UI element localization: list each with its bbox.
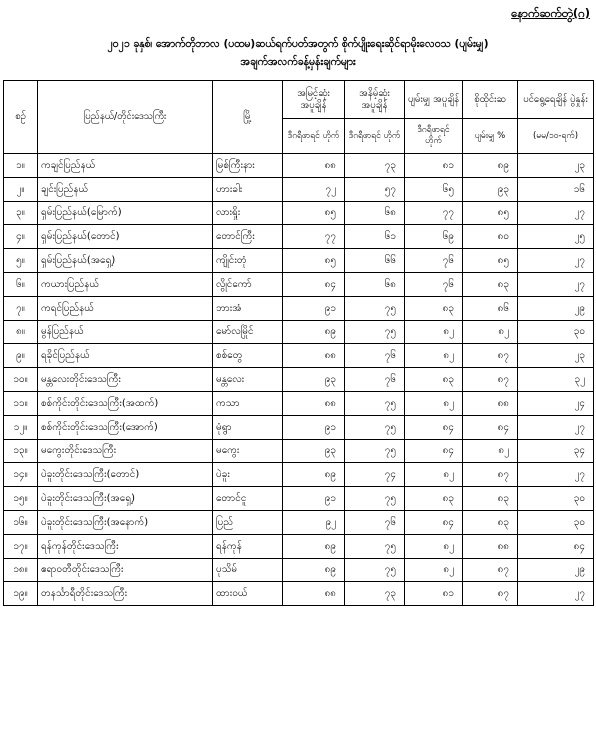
town-name: မော်လမြိုင် [213,320,283,344]
max-temp: ၈၈ [283,344,345,368]
region-name: ပဲခူးတိုင်းဒေသကြီး(အရှေ့) [38,487,213,511]
avg-temp: ၈၂ [405,534,463,558]
avg-temp: ၈၂ [405,344,463,368]
rainfall: ၂၉ [518,296,594,320]
region-name: ရှမ်းပြည်နယ်(အရှေ့) [38,249,213,273]
row-number: ၁။ [4,154,38,178]
rainfall: ၂၃ [518,154,594,178]
max-temp: ၈၈ [283,582,345,606]
region-name: ရခိုင်ပြည်နယ် [38,344,213,368]
rainfall: ၂၇ [518,463,594,487]
max-temp: ၉၁ [283,296,345,320]
min-temp: ၇၅ [345,487,405,511]
town-name: ပြည် [213,510,283,534]
col-min-temp-header: အနိမ့်ဆုံး အပူချိန် [345,81,405,119]
avg-temp: ၈၁ [405,154,463,178]
rainfall: ၂၇ [518,201,594,225]
max-temp: ၈၄ [283,272,345,296]
rainfall: ၂၇ [518,415,594,439]
town-name: ထားဝယ် [213,582,283,606]
min-temp: ၇၆ [345,510,405,534]
table-row [4,439,594,463]
row-number: ၁၄။ [4,463,38,487]
avg-temp: ၈၂ [405,558,463,582]
town-name: မကွေး [213,439,283,463]
avg-temp: ၇၆ [405,272,463,296]
rainfall: ၂၄ [518,391,594,415]
humidity: ၈၅ [463,201,518,225]
max-temp: ၉၃ [283,439,345,463]
row-number: ၁၈။ [4,558,38,582]
table-row [4,344,594,368]
avg-temp: ၈၃ [405,487,463,511]
region-name: မန္တလေးတိုင်းဒေသကြီး [38,368,213,392]
rainfall: ၃၂ [518,368,594,392]
unit-avg-temp: ဒီဂရီဖာရင် ဟိုက် [405,119,463,154]
humidity: ၈၇ [463,368,518,392]
rainfall: ၂၅ [518,225,594,249]
table-row [4,225,594,249]
avg-temp: ၈၂ [405,391,463,415]
min-temp: ၇၅ [345,391,405,415]
region-name: ကချင်ပြည်နယ် [38,154,213,178]
max-temp: ၈၉ [283,534,345,558]
table-body [4,154,594,606]
region-name: ပဲခူးတိုင်းဒေသကြီး(အနောက်) [38,510,213,534]
table-row [4,368,594,392]
rainfall: ၃၀ [518,320,594,344]
attachment-label: နောက်ဆက်တွဲ(ဂ) [511,6,590,20]
rainfall: ၃၀ [518,487,594,511]
min-temp: ၇၄ [345,463,405,487]
humidity: ၈၆ [463,296,518,320]
town-name: ပဲခူး [213,463,283,487]
rainfall: ၂၉ [518,558,594,582]
region-name: မကွေးတိုင်းဒေသကြီး [38,439,213,463]
table-row [4,487,594,511]
region-name: ကယားပြည်နယ် [38,272,213,296]
humidity: ၈၈ [463,391,518,415]
humidity: ၈၂ [463,320,518,344]
humidity: ၈၄ [463,415,518,439]
avg-temp: ၈၂ [405,320,463,344]
region-name: မွန်ပြည်နယ် [38,320,213,344]
region-name: စစ်ကိုင်းတိုင်းဒေသကြီး(အောက်) [38,415,213,439]
avg-temp: ၈၁ [405,582,463,606]
col-town-header: မြို့ [213,81,283,154]
region-name: ကရင်ပြည်နယ် [38,296,213,320]
rainfall: ၂၇ [518,582,594,606]
avg-temp: ၆၉ [405,225,463,249]
humidity: ၈၇ [463,463,518,487]
region-name: ဧရာဝတီတိုင်းဒေသကြီး [38,558,213,582]
town-name: မြစ်ကြီးနား [213,154,283,178]
humidity: ၈၇ [463,582,518,606]
town-name: တောင်ငူ [213,487,283,511]
min-temp: ၇၅ [345,320,405,344]
table-row [4,154,594,178]
humidity: ၈၃ [463,510,518,534]
town-name: မန္တလေး [213,368,283,392]
avg-temp: ၇၆ [405,249,463,273]
table-row [4,272,594,296]
row-number: ၇။ [4,296,38,320]
humidity: ၈၃ [463,272,518,296]
row-number: ၃။ [4,201,38,225]
row-number: ၁၁။ [4,391,38,415]
town-name: ပုသိမ် [213,558,283,582]
town-name: ကသာ [213,391,283,415]
table-row [4,558,594,582]
row-number: ၄။ [4,225,38,249]
col-no-header: စဉ် [4,81,38,154]
region-name: တနင်္သာရီတိုင်းဒေသကြီး [38,582,213,606]
town-name: မုံရွာ [213,415,283,439]
page-subtitle: အချက်အလက်ခန့်မှန်းချက်များ [240,56,356,68]
min-temp: ၇၅ [345,415,405,439]
min-temp: ၆၈ [345,272,405,296]
town-name: ဟားခါး [213,177,283,201]
max-temp: ၉၁ [283,415,345,439]
table-row [4,249,594,273]
region-name: ပဲခူးတိုင်းဒေသကြီး(တောင်) [38,463,213,487]
avg-temp: ၈၄ [405,510,463,534]
col-humidity-header: စိုထိုင်းဆ [463,81,518,119]
table-row [4,391,594,415]
row-number: ၁၀။ [4,368,38,392]
humidity: ၈၇ [463,558,518,582]
col-rain-header: ပင်ရွေ့ရေချိန် ပွဲနှုန်း [518,81,594,119]
humidity: ၈၅ [463,249,518,273]
max-temp: ၈၉ [283,463,345,487]
town-name: လွိုင်ကော် [213,272,283,296]
min-temp: ၆၈ [345,201,405,225]
avg-temp: ၈၄ [405,415,463,439]
max-temp: ၇၇ [283,225,345,249]
max-temp: ၈၉ [283,558,345,582]
rainfall: ၂၇ [518,272,594,296]
rainfall: ၂၃ [518,344,594,368]
town-name: ရန်ကုန် [213,534,283,558]
row-number: ၁၇။ [4,534,38,558]
town-name: ကျိုင်းတုံ [213,249,283,273]
row-number: ၁၆။ [4,510,38,534]
row-number: ၆။ [4,272,38,296]
col-max-temp-header: အမြင့်ဆုံး အပူချိန် [283,81,345,119]
humidity: ၈၂ [463,439,518,463]
max-temp: ၈၈ [283,391,345,415]
row-number: ၁၉။ [4,582,38,606]
unit-rain: (မမ/၁၀-ရက်) [518,119,594,154]
avg-temp: ၈၂ [405,463,463,487]
max-temp: ၈၅ [283,201,345,225]
unit-min-temp: ဒီဂရီဖာရင် ဟိုက် [345,119,405,154]
row-number: ၅။ [4,249,38,273]
row-number: ၂။ [4,177,38,201]
region-name: စစ်ကိုင်းတိုင်းဒေသကြီး(အထက်) [38,391,213,415]
table-header-row [4,81,594,119]
table-row [4,320,594,344]
row-number: ၁၃။ [4,439,38,463]
min-temp: ၆၆ [345,249,405,273]
min-temp: ၇၆ [345,344,405,368]
rainfall: ၃၄ [518,439,594,463]
table-row [4,415,594,439]
region-name: ချင်းပြည်နယ် [38,177,213,201]
col-region-header: ပြည်နယ်/တိုင်းဒေသကြီး [38,81,213,154]
table-row [4,177,594,201]
row-number: ၁၂။ [4,415,38,439]
humidity: ၈၀ [463,225,518,249]
min-temp: ၇၆ [345,368,405,392]
table-row [4,582,594,606]
min-temp: ၇၅ [345,534,405,558]
row-number: ၁၅။ [4,487,38,511]
rainfall: ၁၆ [518,177,594,201]
town-name: စစ်တွေ [213,344,283,368]
max-temp: ၈၉ [283,320,345,344]
row-number: ၈။ [4,320,38,344]
table-row [4,201,594,225]
table-row [4,510,594,534]
humidity: ၈၉ [463,154,518,178]
humidity: ၈၃ [463,487,518,511]
min-temp: ၇၅ [345,439,405,463]
region-name: ရှမ်းပြည်နယ်(တောင်) [38,225,213,249]
region-name: ရှမ်းပြည်နယ်(မြောက်) [38,201,213,225]
avg-temp: ၈၃ [405,296,463,320]
min-temp: ၇၅ [345,558,405,582]
max-temp: ၉၁ [283,487,345,511]
forecast-table [3,80,594,606]
avg-temp: ၈၃ [405,368,463,392]
unit-humidity: ပျမ်းမျှ % [463,119,518,154]
humidity: ၉၃ [463,177,518,201]
col-avg-temp-header: ပျမ်းမျှ အပူချိန် [405,81,463,119]
row-number: ၉။ [4,344,38,368]
min-temp: ၇၃ [345,154,405,178]
town-name: တောင်ကြီး [213,225,283,249]
min-temp: ၅၇ [345,177,405,201]
region-name: ရန်ကုန်တိုင်းဒေသကြီး [38,534,213,558]
max-temp: ၈၈ [283,154,345,178]
avg-temp: ၆၅ [405,177,463,201]
unit-max-temp: ဒီဂရီဖာရင် ဟိုက် [283,119,345,154]
rainfall: ၃၀ [518,510,594,534]
max-temp: ၉၃ [283,368,345,392]
table-row [4,534,594,558]
min-temp: ၆၁ [345,225,405,249]
table-row [4,296,594,320]
town-name: ဘားအံ [213,296,283,320]
avg-temp: ၇၇ [405,201,463,225]
page-title: ၂၀၂၁ ခုနှစ်၊ အောက်တိုဘာလ (ပထမ)ဆယ်ရက်ပတ်အတွက် စိုက်ပျိုးရေးဆိုင်ရာမိုးလေဝသ (ပျမ်းမျှ) [107,38,489,50]
town-name: လားရှိုး [213,201,283,225]
max-temp: ၇၂ [283,177,345,201]
rainfall: ၂၇ [518,249,594,273]
rainfall: ၈၄ [518,534,594,558]
table-row [4,463,594,487]
humidity: ၈၇ [463,344,518,368]
avg-temp: ၈၄ [405,439,463,463]
min-temp: ၇၅ [345,296,405,320]
min-temp: ၇၃ [345,582,405,606]
max-temp: ၈၅ [283,249,345,273]
humidity: ၈၈ [463,534,518,558]
max-temp: ၉၂ [283,510,345,534]
